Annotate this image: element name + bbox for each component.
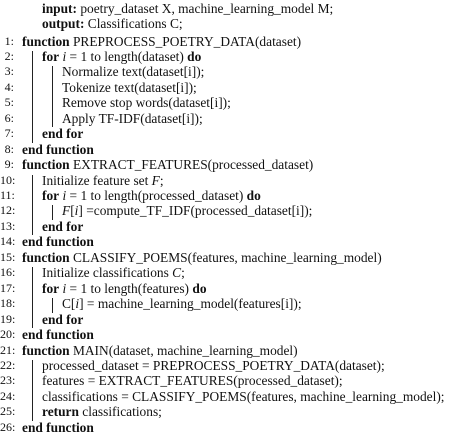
line-number: 25: [0, 404, 16, 419]
keyword: end function [22, 141, 94, 157]
block-scope-line [52, 205, 53, 219]
line-code [62, 111, 203, 126]
line-number: 4: [4, 79, 14, 94]
code-line [0, 265, 474, 280]
block-scope-line [32, 51, 33, 143]
line-number: 23: [0, 373, 16, 388]
code-line [0, 173, 474, 188]
code-line [0, 219, 474, 234]
code-text: (dataset) [254, 33, 302, 49]
line-number: 12: [0, 203, 16, 218]
line-code [42, 389, 445, 404]
line-number: 20: [0, 327, 16, 342]
line-number: 8: [4, 141, 14, 156]
line-code [42, 173, 164, 188]
code-text: CLASSIFY_POEMS [72, 249, 188, 265]
code-text: Initialize classifications [42, 265, 173, 281]
keyword: return [42, 404, 79, 420]
line-number: 16: [0, 265, 16, 280]
code-line [0, 373, 474, 388]
line-number: 22: [0, 357, 16, 372]
block-scope-line [32, 267, 33, 328]
keyword: end for [42, 126, 84, 142]
code-line [0, 234, 474, 249]
code-text: C [172, 265, 182, 281]
code-line [0, 420, 474, 435]
code-line [0, 203, 474, 218]
line-number: 15: [0, 249, 16, 264]
line-code [42, 358, 385, 373]
code-text: classifications = CLASSIFY_POEMS(features, machine_learning_model); [42, 388, 445, 404]
keyword: end for [42, 218, 84, 234]
line-number: 18: [0, 296, 16, 311]
line-code [62, 80, 197, 95]
code-text: (dataset, machine_learning_model) [108, 342, 298, 358]
code-text: Normalize text(dataset[i]); [62, 64, 205, 80]
code-text: i [62, 49, 67, 64]
keyword: do [246, 188, 261, 203]
code-line [0, 64, 474, 79]
code-text: = 1 to length(features) [66, 280, 193, 296]
keyword: end for [42, 311, 84, 327]
line-code [42, 265, 185, 280]
keyword: do [192, 280, 207, 296]
keyword: function [22, 249, 70, 265]
code-text: ] = machine_learning_model(features[i]); [79, 296, 302, 312]
code-line [0, 95, 474, 110]
line-code [42, 404, 162, 419]
line-code [22, 343, 298, 358]
code-text: i [75, 296, 80, 312]
keyword: for [42, 49, 60, 64]
keyword: function [22, 342, 70, 358]
code-line [0, 312, 474, 327]
code-text: i [74, 203, 79, 219]
code-text: EXTRACT_FEATURES [72, 157, 208, 173]
code-text: Tokenize text(dataset[i]); [62, 79, 197, 95]
code-line [0, 157, 474, 172]
code-text: Initialize feature set [42, 172, 152, 188]
line-code [42, 49, 201, 64]
code-text: classifications; [78, 404, 162, 420]
keyword: for [42, 280, 60, 296]
output-value: Classifications C; [87, 16, 183, 31]
block-scope-line [52, 66, 53, 127]
line-code [42, 373, 343, 388]
line-code [42, 188, 261, 203]
line-number: 6: [4, 110, 14, 125]
line-number: 17: [0, 280, 16, 295]
code-text: = 1 to length(dataset) [66, 49, 188, 64]
line-code [42, 219, 83, 234]
line-code [22, 327, 94, 342]
line-number: 24: [0, 388, 16, 403]
code-text: C[ [62, 296, 76, 312]
code-line [0, 404, 474, 419]
line-code [22, 250, 382, 265]
code-line [0, 34, 474, 49]
keyword: end function [22, 419, 94, 435]
line-number: 5: [4, 95, 14, 110]
keyword: do [187, 49, 202, 64]
code-line [0, 111, 474, 126]
code-line [0, 281, 474, 296]
code-line [0, 188, 474, 203]
line-code [22, 34, 301, 49]
code-text: = 1 to length(processed_dataset) [66, 188, 247, 203]
line-code [42, 312, 83, 327]
line-number: 11: [0, 188, 15, 202]
keyword: function [22, 33, 70, 49]
code-line [0, 80, 474, 95]
code-text: i [62, 280, 67, 296]
code-text: [ [70, 203, 75, 219]
code-line [0, 389, 474, 404]
block-scope-line [52, 298, 53, 312]
code-text: MAIN [72, 342, 109, 358]
keyword: for [42, 188, 60, 203]
line-number: 14: [0, 234, 16, 249]
line-code [22, 157, 313, 172]
code-text: (processed_dataset) [207, 157, 314, 173]
line-number: 9: [4, 157, 14, 172]
line-code [22, 234, 94, 249]
code-line [0, 358, 474, 373]
code-line [0, 296, 474, 311]
line-number: 1: [4, 33, 14, 48]
line-number: 3: [4, 64, 14, 79]
keyword: end function [22, 327, 94, 343]
code-text: PREPROCESS_POETRY_DATA [72, 33, 255, 49]
code-text: processed_dataset = PREPROCESS_POETRY_DATA(dataset); [42, 357, 385, 373]
line-number: 10: [0, 172, 16, 187]
keyword: end function [22, 234, 94, 250]
output-label: output: [42, 16, 85, 31]
code-text: ; [159, 172, 164, 188]
line-code [62, 296, 302, 311]
line-number: 7: [4, 126, 14, 141]
code-text: Remove stop words(dataset[i]); [62, 95, 231, 111]
code-line [0, 126, 474, 141]
input-value: poetry_dataset X, machine_learning_model M; [80, 1, 334, 16]
code-text: features = EXTRACT_FEATURES(processed_dataset); [42, 373, 343, 389]
code-line [0, 327, 474, 342]
block-scope-line [32, 360, 33, 421]
code-text: i [62, 188, 67, 203]
input-line [0, 1, 474, 16]
line-code [22, 420, 94, 435]
line-number: 19: [0, 311, 16, 326]
code-text: (features, machine_learning_model) [187, 249, 382, 265]
code-line [0, 343, 474, 358]
line-number: 21: [0, 342, 16, 357]
block-scope-line [32, 175, 33, 236]
code-text: ; [181, 265, 185, 281]
line-code [62, 64, 204, 79]
line-number: 2: [4, 49, 14, 63]
code-line [0, 49, 474, 64]
code-text: F [151, 172, 160, 188]
code-text: F [62, 203, 71, 219]
line-number: 13: [0, 218, 16, 233]
code-line [0, 142, 474, 157]
code-text: ] =compute_TF_IDF(processed_dataset[i]); [78, 203, 313, 219]
output-line [0, 16, 474, 31]
line-code [42, 126, 83, 141]
line-code [62, 203, 312, 218]
line-code [42, 281, 207, 296]
code-line [0, 250, 474, 265]
input-label: input: [42, 1, 77, 16]
line-number: 26: [0, 419, 16, 434]
keyword: function [22, 157, 70, 173]
code-text: Apply TF-IDF(dataset[i]); [62, 110, 203, 126]
line-code [22, 142, 94, 157]
line-code [62, 95, 231, 110]
